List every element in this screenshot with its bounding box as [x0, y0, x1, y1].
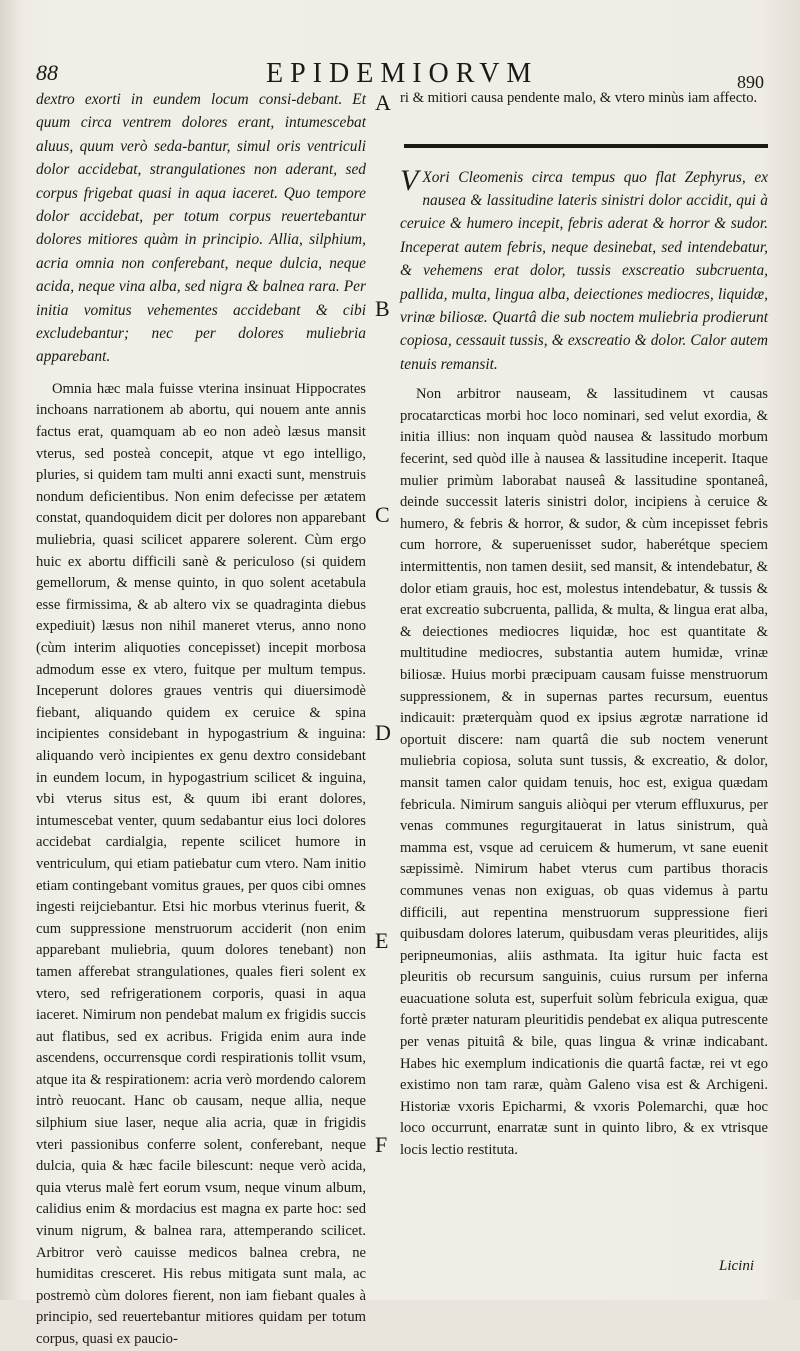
page-number-right: 890 [737, 72, 764, 92]
page-header [0, 58, 800, 92]
margin-letter-d: D [375, 720, 391, 745]
margin-letter-c: C [375, 502, 390, 527]
margin-letter-f: F [375, 1132, 388, 1157]
margin-letter-e: E [375, 928, 389, 953]
hippocrates-text-right [400, 163, 768, 377]
hippocrates-text-left: dextro exorti in eundem locum consi-debant. Et quum circa ventrem dolores erant, intumescebat aluus, quum verò seda-bantur, simul oris ventriculi dolor accidebat, strangulationes non aderant, sed corpus frigebat quasi in aqua iaceret. Quo tempore dolor accidebat, per totum corpus reuertebantur dolores mitiores quàm in principio. Allia, silphium, acria omnia non conferebant, neque dulcia, neque acida, neque vina alba, sed nigra & balnea rara. Per initia vomitus vehementes accidebant & cibi excludebantur; nec per dolores muliebria apparebant. [36, 91, 366, 366]
commentary-right: Non arbitror nauseam, & lassitudinem vt causas procatarcticas morbi hoc loco nominari, sed velut exordia, & initia illius: non inquam quòd nausea & lassitudo morbum fecerint, sed quòd ille à nausea & lassitudine inceperit. Itaque mulier primùm laborabat nauseâ & lassitudine spontaneâ, deinde successit lateris sinistri dolor, incipiens à ceruice & humero, & febris & horror, & sudor, & cùm incepisset febris cum horrore, & superuenisset sudor, haberétque speciem intermittentis, non tamen desiit, sed mansit, & intendebatur, & dolor etiam grauis, hoc est, molestus intendebatur, & tussis & erat excreatio subcruenta, pallida, & multa, & lingua erat alba, & deiectiones mediocres liquidæ, hoc est quantitate & multitudine mediocres, substantia autem humidæ, vrinæ biliosæ. Huius morbi præcipuam causam fuisse menstruorum suppressionem, & in supernas partes recursum, euentus indicauit: præterquàm quod ex ipsius ægrotæ narratione id oportuit discere: nam quartâ die sub noctem venerunt muliebria copiosa, soluta sunt tussis, & excreatio, & dolor, mansit tamen calor quidam tenuis, hoc est, exigua quædam febricula. Nimirum sanguis aliòqui per vterum effluxurus, per venas communes regurgitauerat in latus sinistrum, quà mamma est, vsque ad ceruicem & humerum, vt sane euenit sæpissimè. Nimirum habet vterus cum partibus thoracis communes venas non exiguas, ob quas videmus à partu difficili, aut repentina menstruorum suppressione fieri quibusdam dolores laterum, quibusdam veras pleuritides, alijs peripneumonias, aliis asthmata. Ita igitur huic facta est pleuritis ob recursum sanguinis, cuius rursum per inferna euacuatione soluta est, superfuit solùm febricula exigua, quæ fortè præter naturam pleuritidis pendebat ex aliqua putrescente per venas pituitâ & bile, quas lingua & vrinæ indicabant. Habes hic exemplum indicationis die quartâ factæ, rei vt ego existimo non tam raræ, quàm Galeno visa est & Archigeni. Historiæ vxoris Epicharmi, & vxoris Polemarchi, quæ hoc loco occurrunt, enarratæ sunt in quinto libro, & ex vtrisque locis lectio restituta. [400, 386, 768, 1159]
section-divider [404, 144, 768, 148]
commentary-left: Omnia hæc mala fuisse vterina insinuat Hippocrates inchoans narrationem ab abortu, qui nouem ante annis factus erat, quamquam ab eo non adeò læsus mansit vterus, sed posteà concepit, atque vt ego intelligo, pluries, si quidem tam multi anni exacti sunt, menstruis nondum deficientibus. Non enim defecisse per ætatem constat, quandoquidem dicit per dolores non apparebant muliebria, quasi scilicet apparere solerent. Cùm ergo huic ex abortu difficili sanè & periculoso (si quidem gemellorum, & mense quinto, in quo solent acetabula esse firmissima, & ab altero vix se quadraginta diebus expediuit) læsus non nihil maneret vterus, anno nono (cùm interim aliquoties concepisset) incepit morbosa admodum esse ex vtero, fuitque per multum tempus. Inceperunt dolores graues ventris qui diuersimodè fiebant, aliquando quidem ex ceruice & spina incipientes considebant in hypogastrium & inguina: aliquando verò incipientes ex genu dextro considebant in eundem locum, in hypogastrium scilicet & inguina, vbi vterus situs est, & quum ibi erant dolores, intumescebat venter, quum sedabantur eius loci dolores accidebat cardialgia, repente scilicet humore in ventriculum, qui etiam patiebatur cum vtero. Nam initio etiam contingebant vomitus graues, per quos cibi omnes ingesti reijciebantur. Etsi hic morbus vterinus fuerit, & cum suppressione menstruorum acciderit (non enim apparebant muliebria, quum dolores tenebant) non tamen afferebat strangulationes, quales fieri solent ex vtero, sed refrigerationem corporis, quasi in aqua iaceret. Nimirum non pendebat malum ex frigidis succis aut flatibus, sed ex acribus. Frigida enim aura inde ascendens, occurrensque cordi respirationis tollit vsum, atque ita & respirationem: acria verò mordendo calorem intrò reuocant. Hanc ob causam, neque allia, neque silphium siue laser, neque alia acria, quæ in frigidis vteri passionibus conferre solent, conferebant, neque dulcia, quia & hæc facile bilescunt: neque verò acida, quia vterus malè fert eorum vsum, neque vinum album, calidius enim & mordacius est magna ex parte hoc: sed vinum nigrum, & balnea rara, attemperando scilicet. Arbitror verò cauisse medicos balnea crebra, ne humiditas cresceret. His rebus mitigata sunt mala, ac postremò cùm dolores fierent, non iam fiebant quales à principio, sed reuertebantur mitiores quidam per totum corpus, quasi ex paucio- [36, 380, 366, 1347]
left-column [36, 88, 366, 1351]
catchword: Licini [718, 1258, 754, 1274]
page-number-left: 88 [36, 60, 58, 85]
lemma-body: Xori Cleomenis circa tempus quo flat Zephyrus, ex nausea & lassitudine lateris sinistri dolor accidit, qui à ceruice & humero incepit, febris aderat & horror & sudor. Inceperat autem febris, neque desinebat, sed intendebatur, & vehemens erat dolor, tussis exscreatio subcruenta, pallida, multa, lingua alba, deiectiones mediocres, liquidæ, vrinæ biliosæ. Quartâ die sub noctem muliebria prodierunt copiosa, cessauit tussis, & exscreatio & dolor. Calor autem tenuis remansit. [400, 168, 768, 373]
running-title: EPIDEMIORVM [266, 58, 539, 89]
initial-letter: V [400, 163, 419, 197]
continuation-text: ri & mitiori causa pendente malo, & vtero minùs iam affecto. [400, 90, 758, 106]
margin-letter-b: B [375, 296, 390, 321]
margin-letter-a: A [375, 90, 391, 115]
right-column [400, 88, 768, 1162]
